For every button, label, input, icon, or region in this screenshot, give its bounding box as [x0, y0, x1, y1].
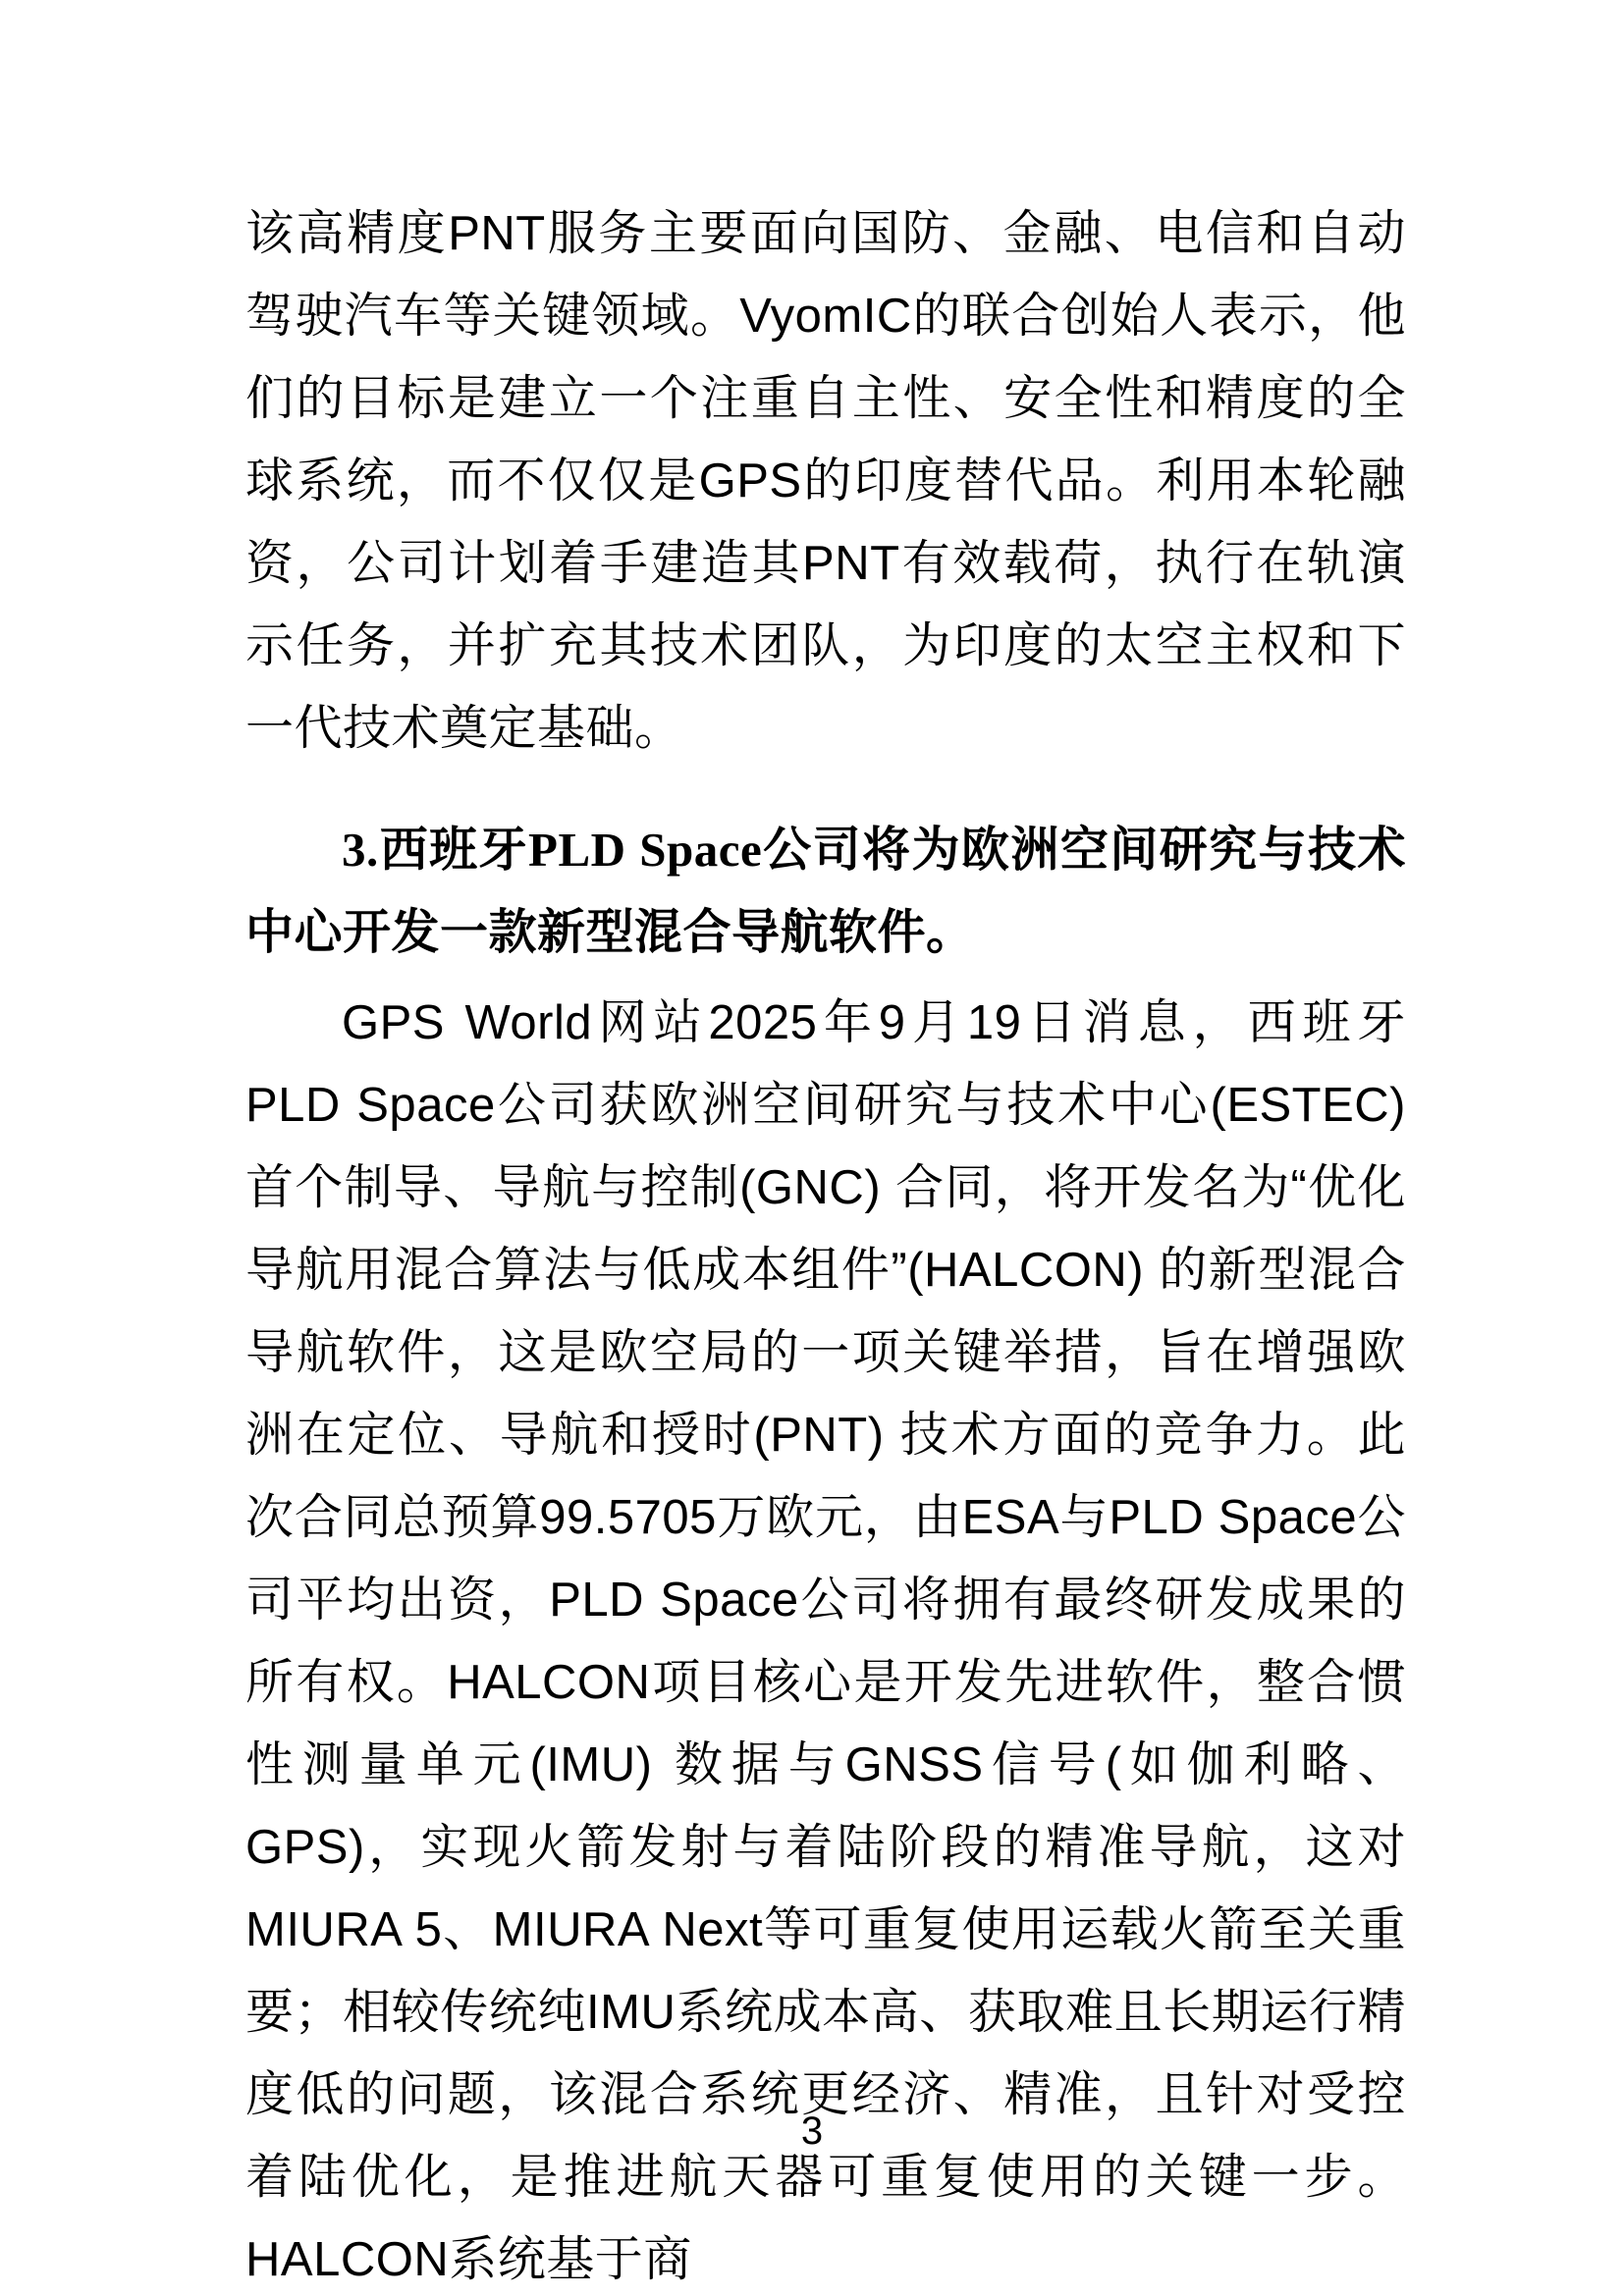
paragraph-halcon-body: GPS World网站2025年9月19日消息，西班牙PLD Space公司获欧洲空间研究与技术中心(ESTEC) 首个制导、导航与控制(GNC) 合同，将开发名为“优化导航用混合算法与低成本组件”(HALCON) 的新型混合导航软件，这是欧空局的一项关键举措，旨在增强欧洲在定位、导航和授时(PNT) 技术方面的竞争力。此次合同总预算99.5705万欧元，由ESA与PLD Space公司平均出资，PLD Space公司将拥有最终研发成果的所有权。HALCON项目核心是开发先进软件，整合惯性测量单元(IMU) 数据与GNSS信号(如伽利略、GPS)，实现火箭发射与着陆阶段的精准导航，这对MIURA 5、MIURA Next等可重复使用运载火箭至关重要；相较传统纯IMU系统成本高、获取难且长期运行精度低的问题，该混合系统更经济、精准，且针对受控着陆优化，是推进航天器可重复使用的关键一步。HALCON系统基于商 — [245, 996, 1406, 2286]
page-number: 3 — [800, 2109, 824, 2153]
section-heading-pld-space: 3.西班牙PLD Space公司将为欧洲空间研究与技术中心开发一款新型混合导航软件。 — [245, 823, 1406, 959]
paragraph-pnt-continuation: 该高精度PNT服务主要面向国防、金融、电信和自动驾驶汽车等关键领域。VyomIC的联合创始人表示，他们的目标是建立一个注重自主性、安全性和精度的全球系统，而不仅仅是GPS的印度替代品。利用本轮融资，公司计划着手建造其PNT有效载荷，执行在轨演示任务，并扩充其技术团队，为印度的太空主权和下一代技术奠定基础。 — [245, 207, 1406, 755]
